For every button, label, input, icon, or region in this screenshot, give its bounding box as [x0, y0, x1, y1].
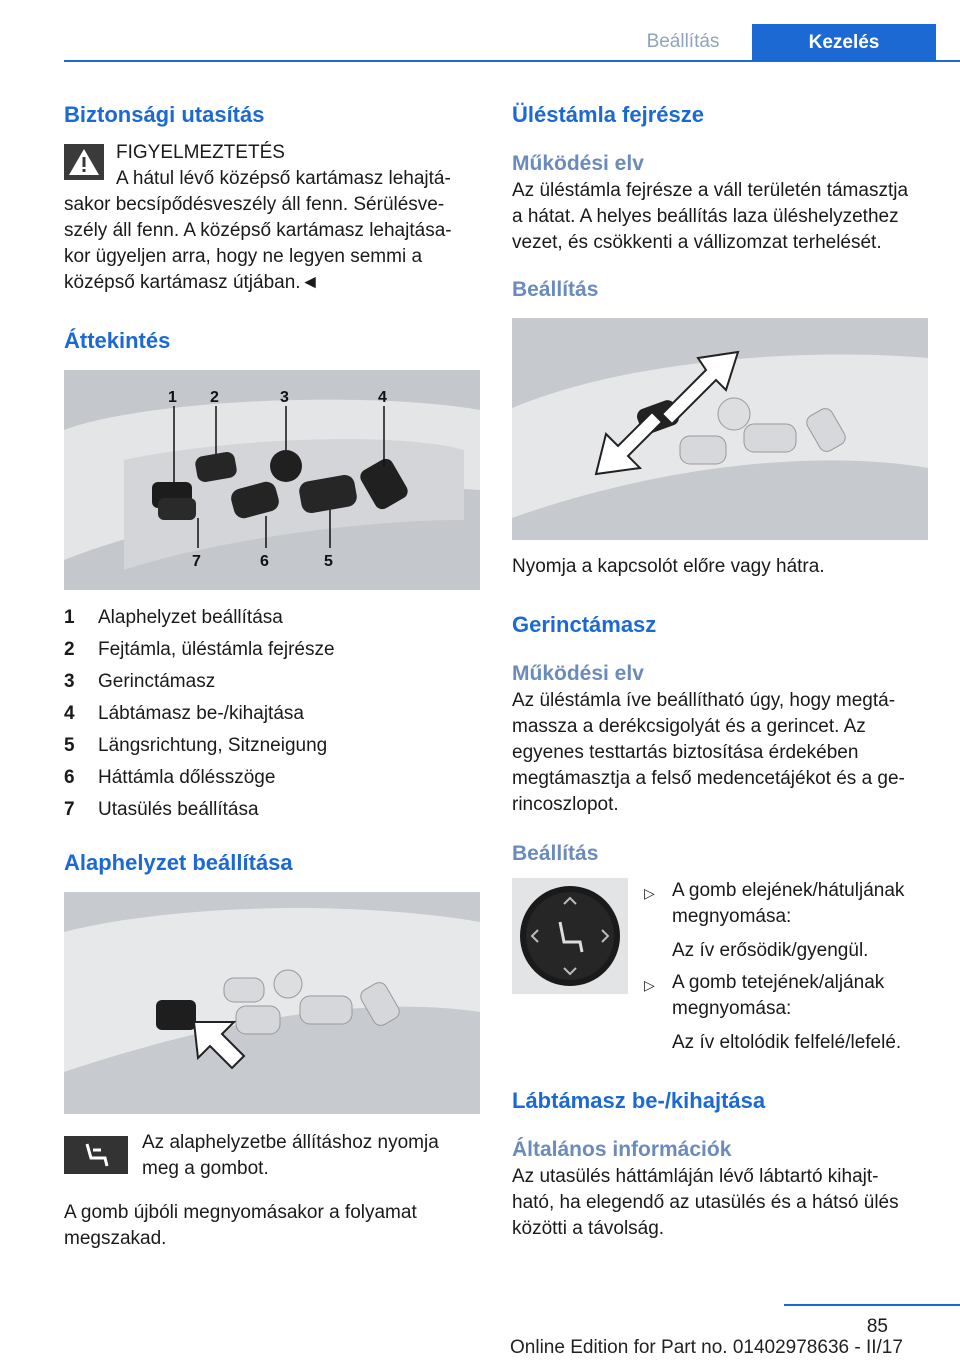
- legend-item: [64, 666, 480, 698]
- warning-text-line: A hátul lévő középső kartámasz lehajtá-: [116, 168, 451, 189]
- legend-number: 2: [64, 639, 75, 660]
- lumbar-text: Az üléstámla íve beállítható úgy, hogy megtá-: [512, 690, 896, 711]
- lumbar-setting-block: [512, 878, 928, 1056]
- bullet-triangle-icon: ▷: [644, 977, 655, 993]
- home-note-text: megszakad.: [64, 1228, 167, 1249]
- lumbar-bullets: [644, 878, 928, 1056]
- warning-text-line: kor ügyeljen arra, hogy ne legyen semmi a: [64, 246, 423, 267]
- legend-number: 1: [64, 607, 75, 628]
- headrest-text: a hátat. A helyes beállítás laza üléshelyzethez: [512, 206, 899, 227]
- home-button-illustration: [64, 892, 480, 1114]
- legend-item: [64, 634, 480, 666]
- tab-section[interactable]: Beállítás: [646, 31, 720, 52]
- legend-item: [64, 602, 480, 634]
- headrest-text: Az üléstámla fejrésze a váll területén támasztja: [512, 180, 909, 201]
- edition-footer: Online Edition for Part no. 01402978636 - II/17: [510, 1337, 903, 1358]
- seat-home-icon: [64, 1136, 128, 1174]
- warning-text-line: sakor becsípődésveszély áll fenn. Sérülésve-: [64, 194, 445, 215]
- bullet-item: [644, 878, 928, 930]
- legend-number: 7: [64, 799, 75, 820]
- bullet-result: Az ív eltolódik felfelé/lefelé.: [672, 1032, 902, 1053]
- home-position-photo: [64, 892, 480, 1114]
- warning-text-line: szély áll fenn. A középső kartámasz lehajtása-: [64, 220, 452, 241]
- callout-label: 5: [324, 553, 333, 570]
- safety-title: Biztonsági utasítás: [64, 102, 265, 127]
- bullet-text: megnyomása:: [672, 998, 792, 1019]
- legend-item: [64, 794, 480, 826]
- lumbar-title: Gerinctámasz: [512, 612, 657, 637]
- bullet-text: A gomb elejének/hátuljának: [672, 880, 905, 901]
- header-rule: [64, 60, 960, 62]
- general-info-heading: Általános információk: [512, 1138, 732, 1161]
- bullet-result: Az ív erősödik/gyengül.: [672, 940, 869, 961]
- lumbar-knob-photo: [512, 878, 628, 994]
- bullet-item: [644, 970, 928, 1022]
- left-column: [64, 100, 480, 1252]
- lumbar-knob-illustration: [512, 878, 628, 994]
- principle-heading: Működési elv: [512, 152, 644, 175]
- home-note-text: A gomb újbóli megnyomásakor a folyamat: [64, 1202, 417, 1223]
- legend-text: Lábtámasz be-/kihajtása: [98, 703, 304, 724]
- setting-heading: Beállítás: [512, 842, 599, 865]
- legend-number: 3: [64, 671, 75, 692]
- seat-controls-illustration: [64, 370, 480, 590]
- legend-item: [64, 698, 480, 730]
- headrest-caption: Nyomja a kapcsolót előre vagy hátra.: [512, 556, 825, 577]
- warning-label: FIGYELMEZTETÉS: [116, 142, 285, 163]
- legend-text: Gerinctámasz: [98, 671, 216, 692]
- legrest-text: ható, ha elegendő az utasülés és a hátsó ülés: [512, 1192, 899, 1213]
- seat-controls-photo: [64, 370, 480, 590]
- legrest-text: Az utasülés háttámláján lévő lábtartó kihajt-: [512, 1166, 879, 1187]
- bullet-text: A gomb tetejének/aljának: [672, 972, 885, 993]
- lumbar-text: massza a derékcsigolyát és a gerincet. Az: [512, 716, 866, 737]
- callout-label: 6: [260, 553, 269, 570]
- seat-symbol-icon: [79, 1142, 113, 1168]
- footer-rule: [784, 1304, 960, 1306]
- callout-label: 4: [378, 389, 387, 406]
- warning-text-line: középső kartámasz útjában.◄: [64, 272, 320, 293]
- lumbar-text: rincoszlopot.: [512, 794, 619, 815]
- overview-title: Áttekintés: [64, 328, 171, 353]
- legend-number: 5: [64, 735, 75, 756]
- legend-text: Alaphelyzet beállítása: [98, 607, 283, 628]
- legend-item: [64, 730, 480, 762]
- legend-number: 6: [64, 767, 75, 788]
- setting-heading: Beállítás: [512, 278, 599, 301]
- legrest-title: Lábtámasz be-/kihajtása: [512, 1088, 766, 1113]
- legend-text: Utasülés beállítása: [98, 799, 259, 820]
- legrest-text: közötti a távolság.: [512, 1218, 665, 1239]
- warning-triangle-icon: [64, 144, 104, 180]
- page-number: 85: [866, 1316, 888, 1337]
- lumbar-text: egyenes testtartás biztosítása érdekében: [512, 742, 859, 763]
- headrest-switch-illustration: [512, 318, 928, 540]
- legend-text: Längsrichtung, Sitzneigung: [98, 735, 328, 756]
- overview-legend: [64, 602, 480, 826]
- legend-text: Fejtámla, üléstámla fejrésze: [98, 639, 335, 660]
- home-hint-text: meg a gombot.: [142, 1158, 269, 1179]
- callout-label: 1: [168, 389, 177, 406]
- home-position-title: Alaphelyzet beállítása: [64, 850, 293, 875]
- legend-text: Háttámla dőlésszöge: [98, 767, 276, 788]
- home-hint: [64, 1130, 480, 1182]
- page-header: [64, 24, 960, 62]
- home-hint-text: Az alaphelyzetbe állításhoz nyomja: [142, 1132, 439, 1153]
- tab-chapter[interactable]: Kezelés: [752, 24, 936, 62]
- legend-item: [64, 762, 480, 794]
- right-column: [512, 100, 928, 1242]
- legend-number: 4: [64, 703, 75, 724]
- headrest-text: vezet, és csökkenti a vállizomzat terhelését.: [512, 232, 882, 253]
- bullet-text: megnyomása:: [672, 906, 792, 927]
- principle-heading: Működési elv: [512, 662, 644, 685]
- lumbar-text: megtámasztja a felső medencetájékot és a ge-: [512, 768, 905, 789]
- home-note: [64, 1200, 480, 1252]
- warning-block: [64, 140, 480, 296]
- headrest-title: Üléstámla fejrésze: [512, 102, 704, 127]
- callout-label: 2: [210, 389, 219, 406]
- bullet-triangle-icon: ▷: [644, 885, 655, 901]
- callout-label: 3: [280, 389, 289, 406]
- headrest-switch-photo: [512, 318, 928, 540]
- callout-label: 7: [192, 553, 201, 570]
